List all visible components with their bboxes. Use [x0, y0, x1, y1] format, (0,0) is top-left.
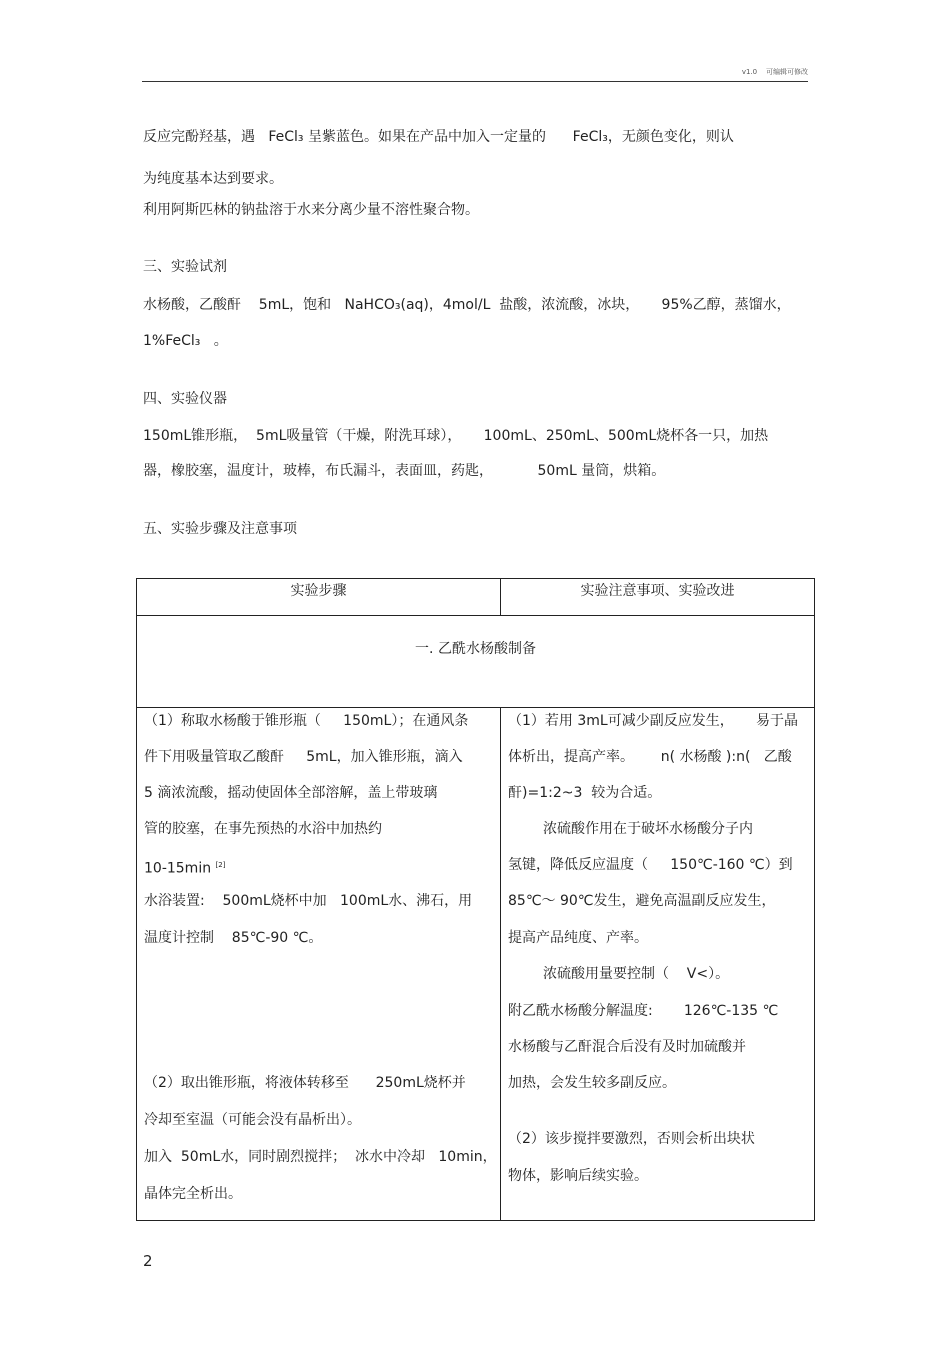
instruments-line: 150mL锥形瓶， 5mL吸量管（干燥，附洗耳球）， 100mL、250mL、500mL烧杯各一只，加热 — [143, 428, 769, 444]
header-version-note — [742, 67, 808, 77]
note-line: 加热，会发生较多副反应。 — [508, 1075, 676, 1091]
instruments-line: 器，橡胶塞，温度计，玻棒，布氏漏斗，表面皿，药匙， 50mL 量筒，烘箱。 — [143, 463, 666, 479]
paragraph-line: 反应完酚羟基，遇 FeCl₃ 呈紫蓝色。如果在产品中加入一定量的 FeCl₃，无颜色变化，则认 — [143, 129, 734, 145]
note-line: 氢键，降低反应温度（ 150℃-160 ℃）到 — [508, 857, 793, 873]
note-line: （2）该步搅拌要激烈，否则会析出块状 — [508, 1131, 755, 1147]
step-line: 晶体完全析出。 — [144, 1186, 242, 1202]
section-title-steps: 五、实验步骤及注意事项 — [143, 521, 297, 537]
column-header-steps: 实验步骤 — [137, 579, 501, 616]
note-line: 浓硫酸作用在于破坏水杨酸分子内 — [543, 821, 753, 837]
step-line: 温度计控制 85℃-90 ℃。 — [144, 930, 323, 946]
step-line: （1）称取水杨酸于锥形瓶（ 150mL）；在通风条 — [144, 713, 469, 729]
steps-table — [136, 578, 815, 1221]
step-line: 管的胶塞，在事先预热的水浴中加热约 — [144, 821, 382, 837]
table-section-row — [137, 616, 815, 708]
paragraph-line: 为纯度基本达到要求。 — [143, 171, 283, 187]
note-line: 提高产品纯度、产率。 — [508, 930, 648, 946]
section-title-reagents: 三、实验试剂 — [143, 259, 227, 275]
step-line: 5 滴浓流酸，摇动使固体全部溶解，盖上带玻璃 — [144, 785, 438, 801]
note-line: 体析出，提高产率。 n( 水杨酸 ):n( 乙酸 — [508, 749, 792, 765]
step-line: （2）取出锥形瓶，将液体转移至 250mL烧杯并 — [144, 1075, 466, 1091]
step-line — [144, 856, 225, 878]
section-title-instruments: 四、实验仪器 — [143, 391, 227, 407]
step-line-text: 10-15min — [144, 860, 216, 877]
note-line: 85℃～ 90℃发生，避免高温副反应发生， — [508, 893, 776, 909]
reagents-line: 水杨酸，乙酸酐 5mL，饱和 NaHCO₃(aq)，4mol/L 盐酸，浓流酸，冰块， 95%乙醇，蒸馏水， — [143, 297, 791, 313]
column-header-notes: 实验注意事项、实验改进 — [501, 579, 815, 616]
header-divider — [142, 81, 808, 82]
note-line: 物体，影响后续实验。 — [508, 1168, 648, 1184]
notes-cell — [501, 708, 815, 1221]
step-line: 件下用吸量管取乙酸酐 5mL，加入锥形瓶，滴入 — [144, 749, 463, 765]
reference-marker: [2] — [215, 861, 226, 869]
step-line: 水浴装置: 500mL烧杯中加 100mL水、沸石，用 — [144, 893, 473, 909]
page-number: 2 — [143, 1252, 153, 1270]
header-version: v1.0 — [741, 68, 758, 76]
reagents-line: 1%FeCl₃ 。 — [143, 333, 228, 349]
table-header-row — [137, 579, 815, 616]
header-note: 可编辑可修改 — [766, 68, 808, 76]
note-line: 水杨酸与乙酐混合后没有及时加硫酸并 — [508, 1039, 746, 1055]
section-row-title: 一. 乙酰水杨酸制备 — [137, 616, 815, 708]
step-line: 加入 50mL水，同时剧烈搅拌； 冰水中冷却 10min， — [144, 1149, 497, 1165]
note-line: 酐)=1:2~3 较为合适。 — [508, 785, 662, 801]
table-row — [137, 708, 815, 1221]
paragraph-line: 利用阿斯匹林的钠盐溶于水来分离少量不溶性聚合物。 — [143, 202, 479, 218]
note-line: 附乙酰水杨酸分解温度: 126℃-135 ℃ — [508, 1003, 779, 1019]
step-line: 冷却至室温（可能会没有晶析出）。 — [144, 1112, 361, 1128]
note-line: （1）若用 3mL可减少副反应发生， 易于晶 — [508, 713, 798, 729]
note-line: 浓硫酸用量要控制（ V<）。 — [543, 966, 730, 982]
steps-cell — [137, 708, 501, 1221]
